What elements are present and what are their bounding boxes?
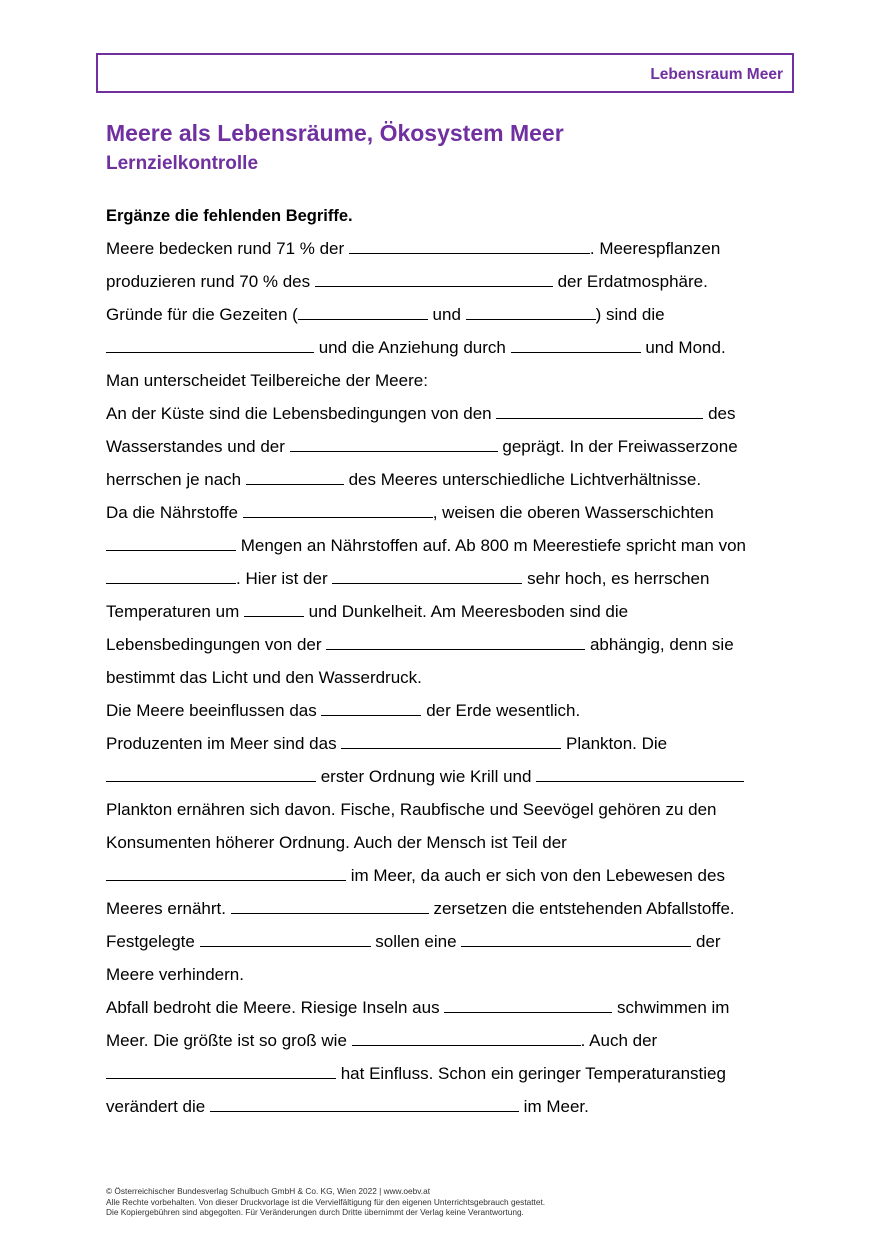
fill-blank[interactable]: [349, 238, 590, 254]
fill-blank[interactable]: [200, 931, 371, 947]
header-box: [96, 53, 794, 93]
fill-blank[interactable]: [244, 601, 304, 617]
text-line-7: Wasserstandes und der geprägt. In der Freiwasserzone: [106, 437, 738, 456]
text-line-1: Meere bedecken rund 71 % der . Meerespflanzen: [106, 239, 721, 258]
text-line-19: Konsumenten höherer Ordnung. Auch der Mensch ist Teil der: [106, 833, 567, 852]
fill-blank[interactable]: [106, 865, 346, 881]
text-line-17: erster Ordnung wie Krill und: [106, 766, 744, 788]
text-line-5: Man unterscheidet Teilbereiche der Meere:: [106, 371, 428, 390]
text-line-16: Produzenten im Meer sind das Plankton. Die: [106, 734, 668, 753]
text-line-2: produzieren rund 70 % des der Erdatmosphäre.: [106, 272, 708, 291]
fill-blank[interactable]: [298, 304, 428, 320]
fill-blank[interactable]: [243, 502, 433, 518]
text-line-22: Festgelegte sollen eine der: [106, 932, 721, 951]
fill-blank[interactable]: [341, 733, 561, 749]
footer-fees: Die Kopiergebühren sind abgegolten. Für Veränderungen durch Dritte übernimmt der Verlag keine Verantwortung.: [106, 1207, 524, 1217]
text-line-12: Temperaturen um und Dunkelheit. Am Meeresboden sind die: [106, 602, 629, 621]
page-subtitle: Lernzielkontrolle: [106, 153, 259, 174]
text-line-20: im Meer, da auch er sich von den Lebewesen des: [106, 865, 725, 887]
footer: [106, 1186, 545, 1218]
fill-blank[interactable]: [466, 304, 596, 320]
footer-copyright: © Österreichischer Bundesverlag Schulbuch GmbH & Co. KG, Wien 2022 | www.oebv.at: [106, 1186, 430, 1196]
fill-blank[interactable]: [246, 469, 344, 485]
fill-blank[interactable]: [106, 337, 314, 353]
fill-blank[interactable]: [511, 337, 641, 353]
fill-blank[interactable]: [326, 634, 585, 650]
text-line-3: Gründe für die Gezeiten ( und ) sind die: [106, 305, 665, 324]
text-line-25: Meer. Die größte ist so groß wie . Auch der: [106, 1031, 658, 1050]
page-title: Meere als Lebensräume, Ökosystem Meer: [106, 120, 564, 146]
text-line-14: bestimmt das Licht und den Wasserdruck.: [106, 668, 422, 687]
text-line-24: Abfall bedroht die Meere. Riesige Inseln aus schwimmen im: [106, 998, 730, 1017]
text-line-11: . Hier ist der sehr hoch, es herrschen: [106, 568, 709, 590]
fill-blank[interactable]: [231, 898, 429, 914]
fill-blank[interactable]: [321, 700, 421, 716]
fill-blank[interactable]: [290, 436, 498, 452]
text-line-15: Die Meere beeinflussen das der Erde wesentlich.: [106, 701, 581, 720]
text-line-26: hat Einfluss. Schon ein geringer Temperaturanstieg: [106, 1063, 726, 1085]
text-line-23: Meere verhindern.: [106, 965, 244, 984]
text-line-6: An der Küste sind die Lebensbedingungen von den des: [106, 404, 736, 423]
fill-blank[interactable]: [496, 403, 703, 419]
fill-blank[interactable]: [536, 766, 744, 782]
text-line-27: verändert die im Meer.: [106, 1097, 589, 1116]
fill-blank[interactable]: [332, 568, 522, 584]
fill-blank[interactable]: [106, 535, 236, 551]
fill-blank[interactable]: [106, 1063, 336, 1079]
text-line-18: Plankton ernähren sich davon. Fische, Raubfische und Seevögel gehören zu den: [106, 800, 717, 819]
instruction: Ergänze die fehlenden Begriffe.: [106, 207, 353, 225]
text-line-10: Mengen an Nährstoffen auf. Ab 800 m Meerestiefe spricht man von: [106, 535, 746, 557]
fill-blank[interactable]: [106, 766, 316, 782]
text-line-4: und die Anziehung durch und Mond.: [106, 337, 726, 359]
fill-blank[interactable]: [106, 568, 236, 584]
text-line-8: herrschen je nach des Meeres unterschiedliche Lichtverhältnisse.: [106, 470, 702, 489]
fill-blank[interactable]: [315, 271, 553, 287]
text-line-21: Meeres ernährt. zersetzen die entstehenden Abfallstoffe.: [106, 899, 735, 918]
fill-blank[interactable]: [461, 931, 691, 947]
footer-rights: Alle Rechte vorbehalten. Von dieser Druckvorlage ist die Vervielfältigung für den eigenen Unterrichtsgebrauch gestattet.: [106, 1196, 546, 1207]
text-line-9: Da die Nährstoffe , weisen die oberen Wasserschichten: [106, 503, 714, 522]
header-label: Lebensraum Meer: [650, 66, 783, 83]
fill-blank[interactable]: [210, 1096, 519, 1112]
fill-blank[interactable]: [352, 1030, 581, 1046]
fill-blank[interactable]: [444, 997, 612, 1013]
text-line-13: Lebensbedingungen von der abhängig, denn sie: [106, 635, 734, 654]
